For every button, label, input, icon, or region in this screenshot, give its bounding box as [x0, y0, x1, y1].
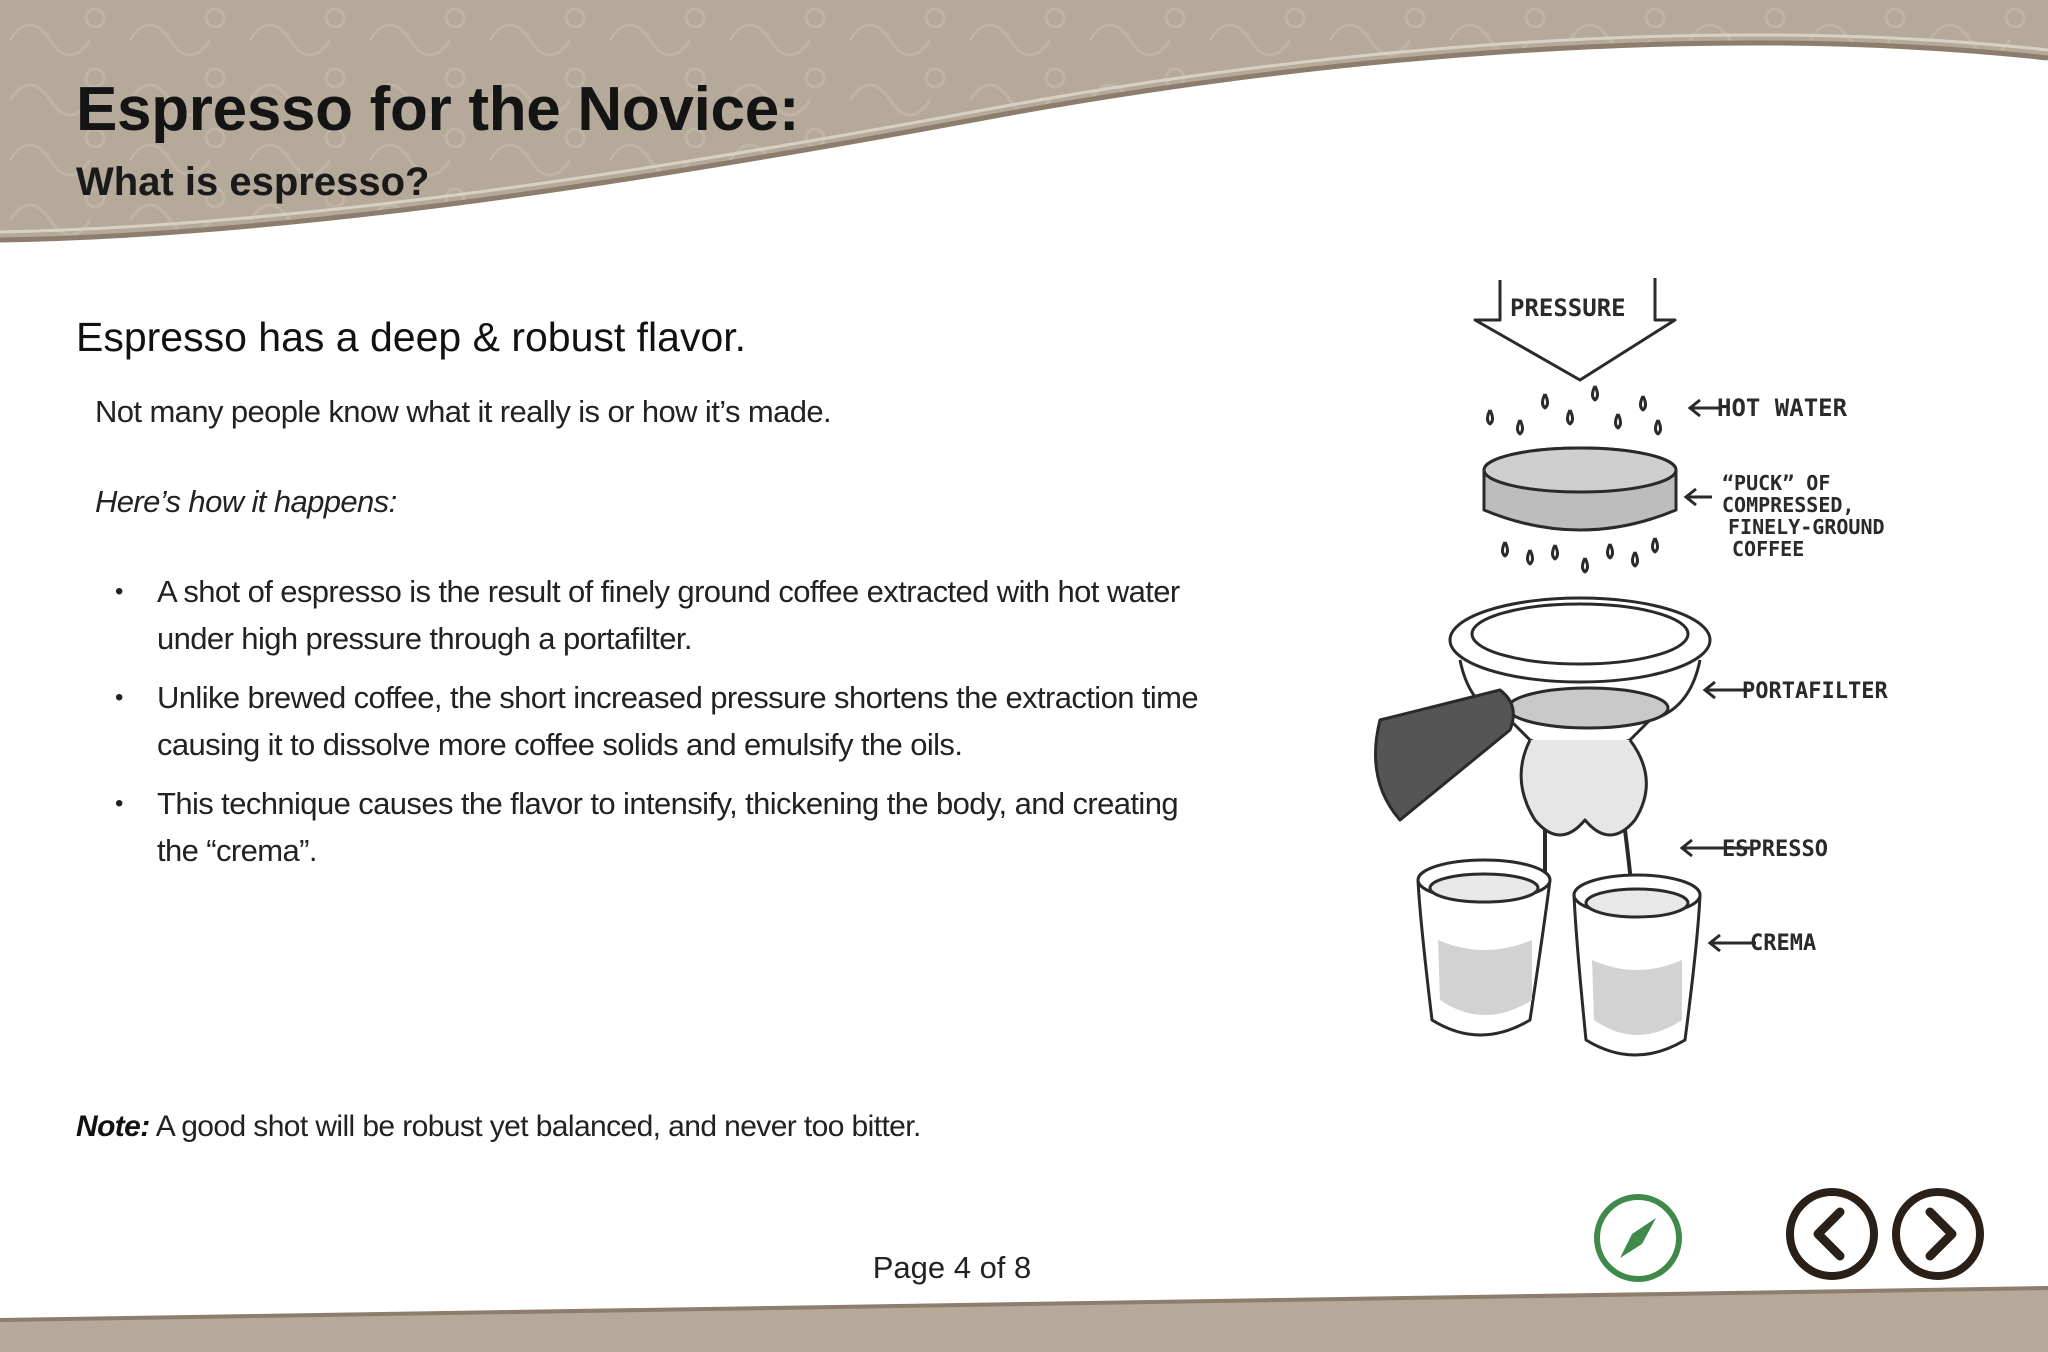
hot-water-label: HOT WATER — [1717, 394, 1848, 422]
section-heading: Espresso has a deep & robust flavor. — [76, 314, 747, 360]
page-subtitle: What is espresso? — [76, 160, 430, 204]
page-indicator: Page 4 of 8 — [872, 1250, 1032, 1285]
puck-label-2: COMPRESSED, — [1722, 493, 1855, 517]
compass-icon — [1592, 1192, 1684, 1284]
list-item: • A shot of espresso is the result of finely ground coffee extracted with hot water under high pressure through a portafilter. — [112, 568, 1212, 662]
puck-label-4: COFFEE — [1732, 537, 1805, 561]
page-title: Espresso for the Novice: — [76, 75, 800, 144]
bullet-list — [112, 568, 1212, 886]
puck-label-1: “PUCK” OF — [1722, 471, 1831, 495]
chevron-right-icon — [1890, 1186, 1986, 1282]
crema-label: CREMA — [1750, 931, 1817, 956]
espresso-label: ESPRESSO — [1722, 837, 1828, 862]
list-item: • This technique causes the flavor to intensify, thickening the body, and creating the “crema”. — [112, 780, 1212, 874]
puck-label-3: FINELY-GROUND — [1728, 515, 1885, 539]
list-item: • Unlike brewed coffee, the short increased pressure shortens the extraction time causing it to dissolve more coffee solids and emulsify the oils. — [112, 674, 1212, 768]
previous-page-button[interactable] — [1784, 1186, 1880, 1282]
portafilter-label: PORTAFILTER — [1742, 679, 1888, 704]
intro-text: Not many people know what it really is or how it’s made. — [95, 394, 832, 429]
chevron-left-icon — [1784, 1186, 1880, 1282]
compass-button[interactable] — [1592, 1192, 1684, 1284]
next-page-button[interactable] — [1890, 1186, 1986, 1282]
pressure-label: PRESSURE — [1510, 294, 1626, 322]
espresso-diagram — [1360, 260, 1940, 1100]
water-drops — [1488, 386, 1661, 434]
note-text — [76, 1110, 921, 1144]
note-body: A good shot will be robust yet balanced, and never too bitter. — [149, 1110, 921, 1143]
how-label: Here’s how it happens: — [95, 484, 397, 519]
drip-drops — [1503, 538, 1658, 572]
note-label: Note: — [76, 1110, 150, 1143]
